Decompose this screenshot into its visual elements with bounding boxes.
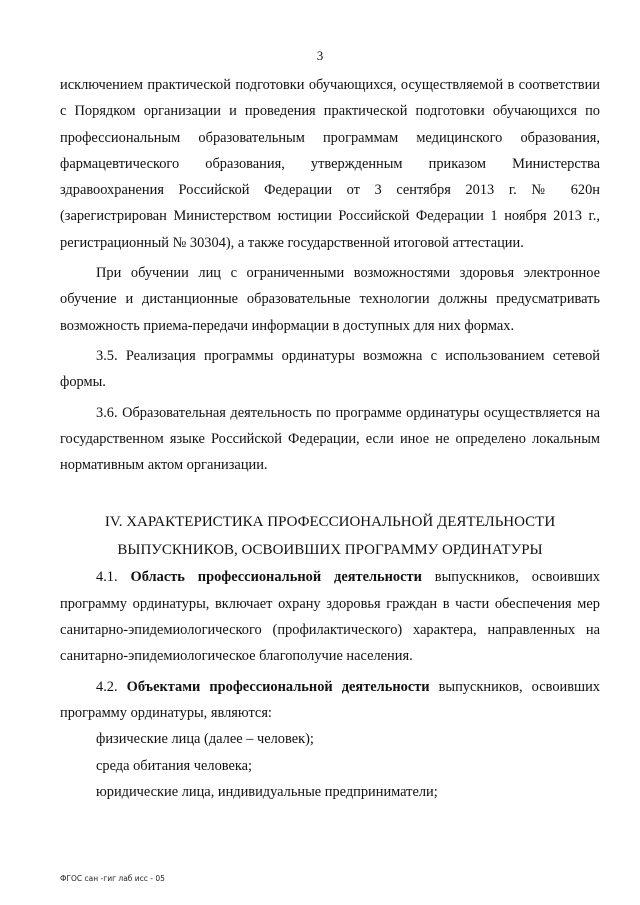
- paragraph-practical-training: исключением практической подготовки обучающихся, осуществляемой в соответствии с Порядком организации и проведения практической подготовки обучающихся по профессиональным образовательным программам медицинского образования, фармацевтического образования, утвержденным приказом Министерства здравоохранения Российской Федерации от 3 сентября 2013 г. № 620н (зарегистрирован Министерством юстиции Российской Федерации 1 ноября 2013 г., регистрационный № 30304), а также государственной итоговой аттестации.: [60, 77, 600, 251]
- paragraph-4-2: [60, 674, 600, 727]
- item-4-2-number: 4.2.: [96, 678, 118, 695]
- footer-code: ФГОС сан -гиг лаб исс - 05: [60, 874, 165, 883]
- list-item: физические лица (далее – человек);: [96, 731, 314, 748]
- page-number: 3: [316, 48, 324, 63]
- section-heading-line-1: IV. ХАРАКТЕРИСТИКА ПРОФЕССИОНАЛЬНОЙ ДЕЯТЕЛЬНОСТИ: [104, 514, 556, 531]
- list-item: среда обитания человека;: [96, 757, 253, 774]
- item-4-2-text: выпускников, освоивших программу ординатуры, являются:: [60, 678, 600, 721]
- paragraph-3-6: 3.6. Образовательная деятельность по программе ординатуры осуществляется на государственном языке Российской Федерации, если иное не определено локальным нормативным актом организации.: [60, 404, 600, 474]
- item-4-2-bold-term: Объектами профессиональной деятельности: [126, 678, 430, 695]
- list-item: юридические лица, индивидуальные предприниматели;: [96, 783, 438, 800]
- paragraph-disabled-learners: При обучении лиц с ограниченными возможностями здоровья электронное обучение и дистанционные образовательные технологии должны предусматривать возможность приема-передачи информации в доступных для них формах.: [60, 265, 600, 334]
- section-heading-iv: [60, 508, 600, 564]
- item-4-1-bold-term: Область профессиональной деятельности: [130, 569, 422, 586]
- body-text: [60, 72, 600, 805]
- item-4-1-number: 4.1.: [96, 569, 118, 586]
- paragraph-4-1: [60, 564, 600, 669]
- item-4-1-text: выпускников, освоивших программу ординатуры, включает охрану здоровья граждан в части обеспечения мер санитарно-эпидемиологического (профилактического) характера, направленных на санитарно-эпидемиологическое благополучие населения.: [60, 569, 600, 665]
- paragraph-3-5: 3.5. Реализация программы ординатуры возможна с использованием сетевой формы.: [60, 347, 600, 391]
- section-heading-line-2: ВЫПУСКНИКОВ, ОСВОИВШИХ ПРОГРАММУ ОРДИНАТУРЫ: [117, 542, 543, 559]
